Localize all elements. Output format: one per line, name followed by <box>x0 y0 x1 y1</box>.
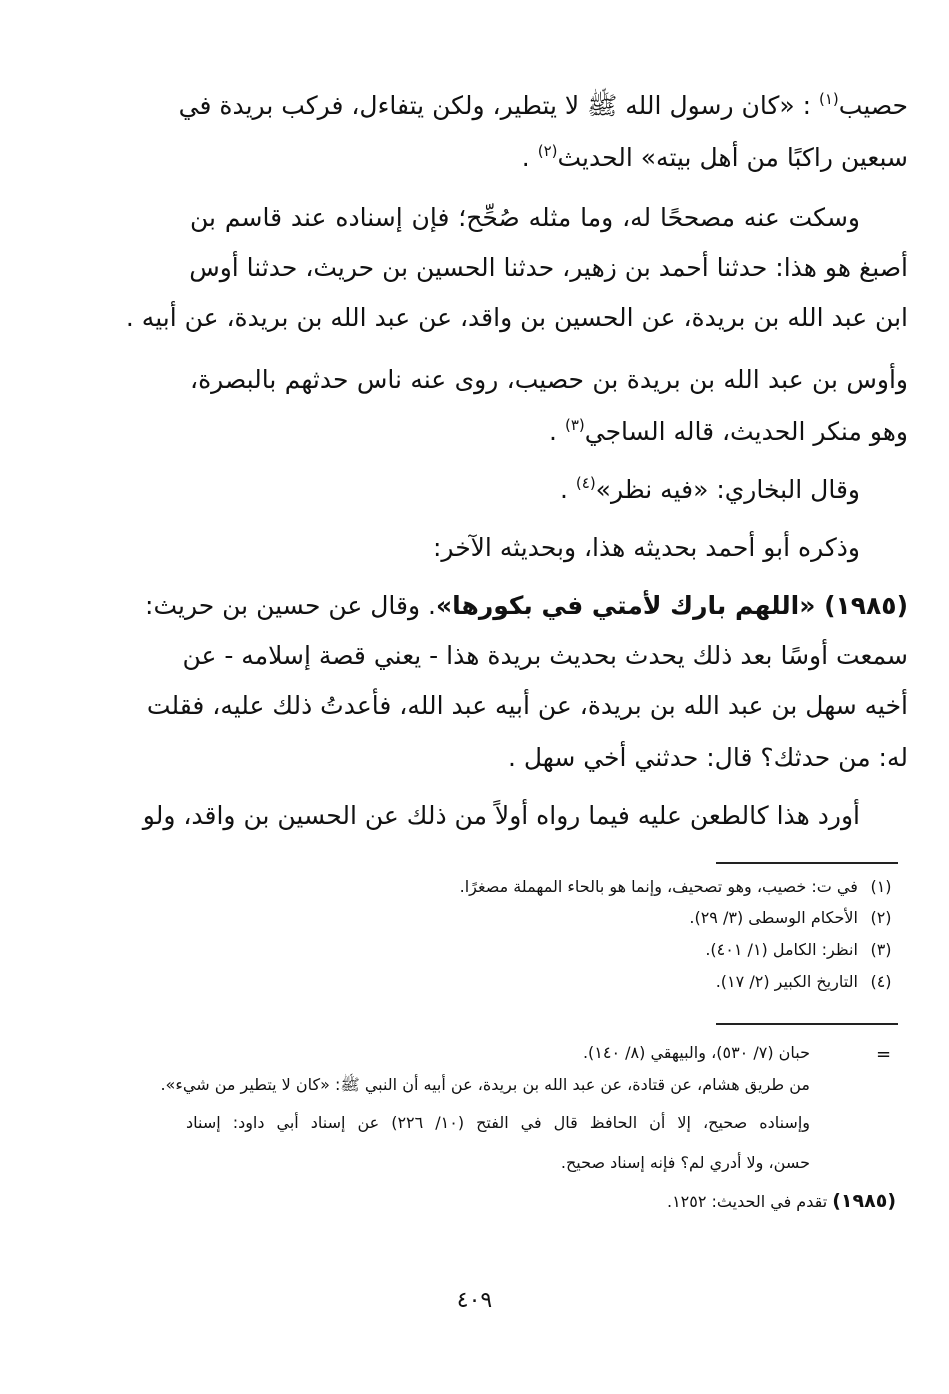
body-text: له: من حدثك؟ قال: حدثني أخي سهل . <box>507 743 908 772</box>
footnote-separator <box>716 862 898 864</box>
body-text: سبعين راكبًا من أهل بيته» الحديث <box>557 143 908 172</box>
footnote-4 <box>716 967 899 997</box>
note-text: حبان (٧/ ٥٣٠)، والبيهقي (٨/ ١٤٠). <box>582 1043 810 1062</box>
body-text: وسكت عنه مصححًا له، وما مثله صُحِّح؛ فإن إسناده عند قاسم بن <box>190 203 860 232</box>
body-line-2 <box>190 138 908 178</box>
hadith-heading: (١٩٨٥) «اللهم بارك لأمتي في بكورها» <box>435 591 908 620</box>
body-text: وقال البخاري: «فيه نظر» <box>595 475 860 504</box>
body-line-10 <box>145 586 908 626</box>
body-line-3 <box>190 198 860 238</box>
footnote-1 <box>460 872 899 902</box>
footnote-ref: (١) <box>818 90 839 108</box>
body-text: . <box>549 417 565 446</box>
note-text: حسن، ولا أدري لم؟ فإنه إسناد صحيح. <box>560 1153 810 1172</box>
body-text: أصبغ هو هذا: حدثنا أحمد بن زهير، حدثنا الحسين بن حريث، حدثنا أوس <box>189 253 908 282</box>
note-text: من طريق هشام، عن قتادة، عن عبد الله بن بريدة، عن أبيه أن النبي ﷺ: «كان لا يتطير من شيء». <box>160 1075 810 1094</box>
footnote-text: في ت: خصيب، وهو تصحيف، وإنما هو بالحاء المهملة مصغرًا. <box>459 877 858 896</box>
note-separator <box>716 1023 898 1025</box>
body-line-13 <box>190 738 908 778</box>
body-line-1 <box>178 86 908 126</box>
hadith-note <box>190 1186 896 1216</box>
body-text: . وقال عن حسين بن حريث: <box>145 591 436 620</box>
body-text: ابن عبد الله بن بريدة، عن الحسين بن واقد، عن عبد الله بن بريدة، عن أبيه . <box>125 303 908 332</box>
footnote-number: (٣) <box>870 940 892 959</box>
continuation-line-3 <box>186 1108 810 1138</box>
body-line-6 <box>190 360 908 400</box>
body-line-14 <box>142 796 860 836</box>
body-text: حصيب <box>838 91 908 120</box>
body-line-4 <box>190 248 908 288</box>
body-text: . <box>559 475 576 504</box>
continuation-line-4 <box>190 1148 810 1178</box>
continuation-line-2 <box>160 1070 810 1100</box>
body-text: وذكره أبو أحمد بحديثه هذا، وبحديثه الآخر: <box>433 533 860 562</box>
footnote-ref: (٣) <box>564 416 585 434</box>
note-text: تقدم في الحديث: ١٢٥٢. <box>666 1192 833 1211</box>
note-text: وإسناده صحيح، إلا أن الحافظ قال في الفتح (١٠/ ٢٢٦) عن إسناد أبي داود: إسناد <box>186 1113 810 1132</box>
page-number: ٤٠٩ <box>456 1288 493 1313</box>
body-text: : «كان رسول الله ﷺ لا يتطير، ولكن يتفاءل، فركب بريدة في <box>178 91 819 120</box>
body-line-7 <box>190 412 908 452</box>
body-line-9 <box>190 528 860 568</box>
footnote-number: (٤) <box>870 972 892 991</box>
footnote-text: التاريخ الكبير (٢/ ١٧). <box>715 972 858 991</box>
continuation-line-1 <box>190 1038 810 1068</box>
footnote-number: (١) <box>870 877 892 896</box>
footnote-ref: (٢) <box>537 142 558 160</box>
body-line-8 <box>190 470 860 510</box>
footnote-ref: (٤) <box>575 474 596 492</box>
body-line-5 <box>125 298 908 338</box>
footnote-number: (٢) <box>870 908 892 927</box>
continuation-mark: = <box>876 1044 892 1065</box>
footnote-3 <box>705 935 899 965</box>
body-text: أورد هذا كالطعن عليه فيما رواه أولاً من ذلك عن الحسين بن واقد، ولو <box>142 801 860 830</box>
footnote-text: الأحكام الوسطى (٣/ ٢٩). <box>689 908 858 927</box>
body-line-12 <box>146 686 908 726</box>
body-text: وهو منكر الحديث، قاله الساجي <box>584 417 908 446</box>
hadith-number: (١٩٨٥) <box>832 1190 896 1212</box>
body-text: وأوس بن عبد الله بن بريدة بن حصيب، روى عنه ناس حدثهم بالبصرة، <box>190 365 908 394</box>
footnote-text: انظر: الكامل (١/ ٤٠١). <box>705 940 858 959</box>
body-text: سمعت أوسًا بعد ذلك يحدث بحديث بريدة هذا - يعني قصة إسلامه - عن <box>182 641 908 670</box>
body-text: . <box>521 143 538 172</box>
body-text: أخيه سهل بن عبد الله بن بريدة، عن أبيه عبد الله، فأعدتُ ذلك عليه، فقلت <box>146 691 908 720</box>
body-line-11 <box>182 636 908 676</box>
footnote-2 <box>689 903 899 933</box>
